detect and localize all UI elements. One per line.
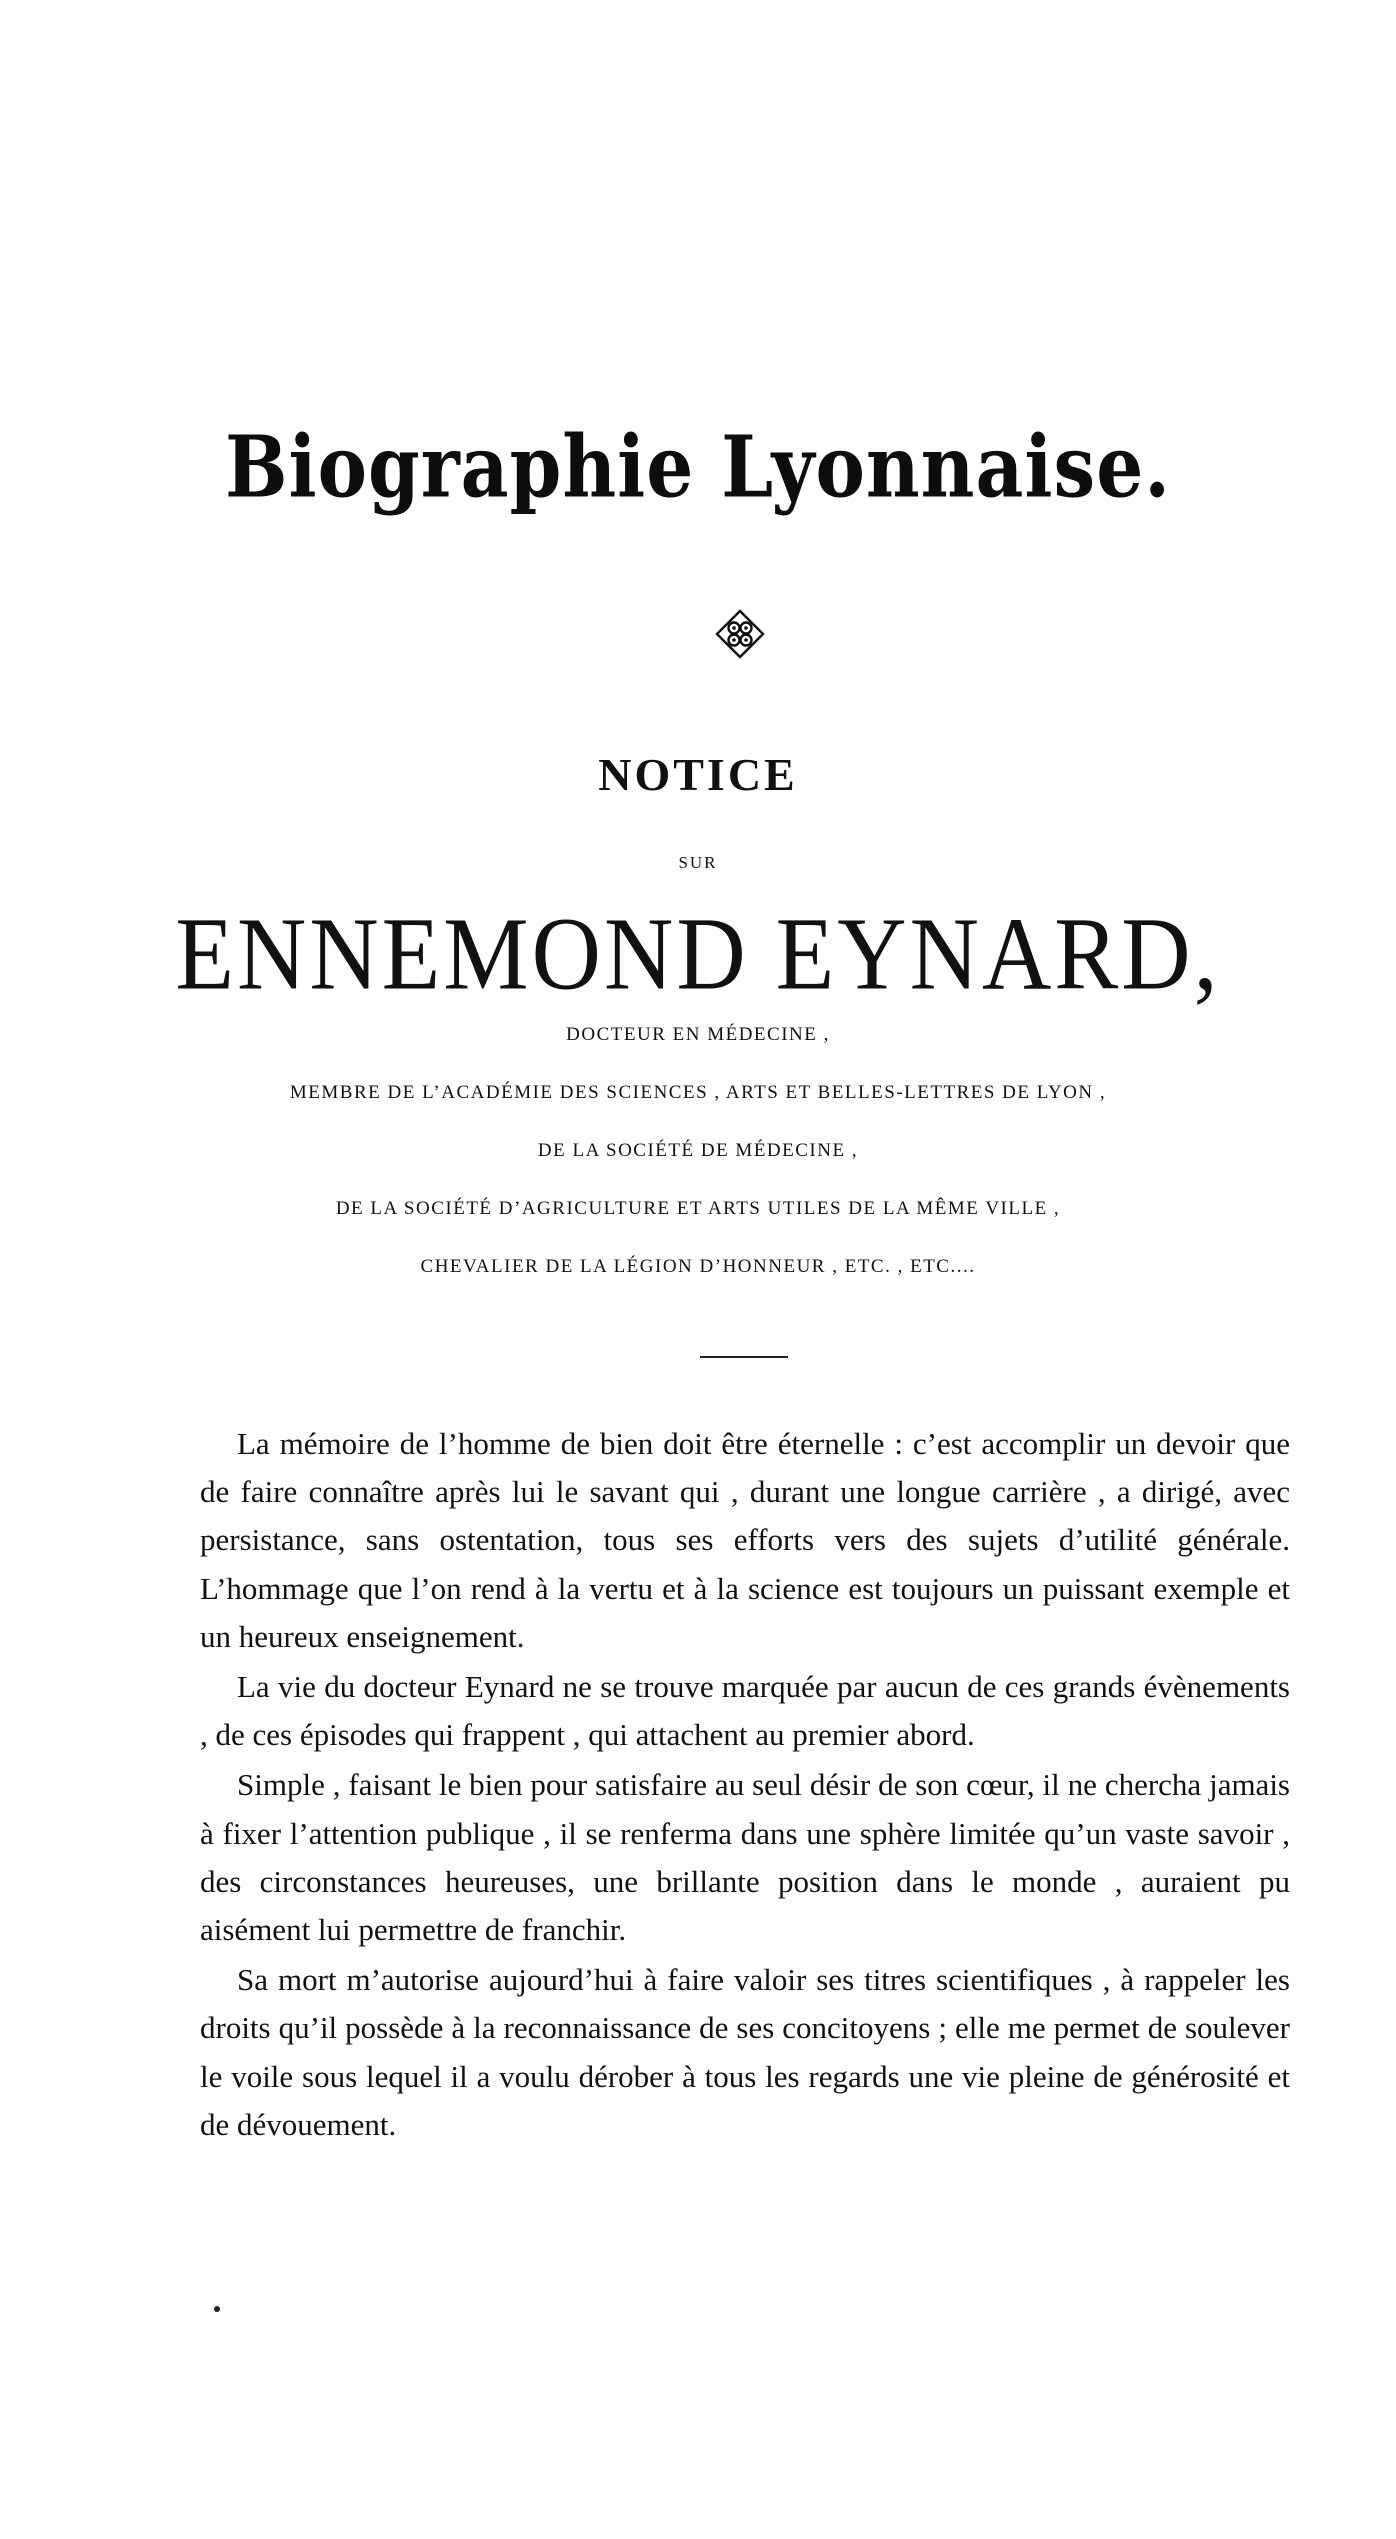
subject-name: ENNEMOND EYNARD, <box>175 895 1221 1012</box>
sur-label: SUR <box>678 853 718 872</box>
title-line: DE LA SOCIÉTÉ D’AGRICULTURE ET ARTS UTILES DE LA MÊME VILLE , <box>335 1198 1061 1219</box>
section-divider <box>700 1356 788 1358</box>
paragraph: Simple , faisant le bien pour satisfaire au seul désir de son cœur, il ne chercha jamais à fixer l’attention publique , il se renferma dans une sphère limitée qu’un vaste savoir , des circonstances heureuses, une brillante position dans le monde , auraient pu aisément lui permettre de franchir. <box>200 1767 1290 1948</box>
body-text <box>200 1420 1290 2149</box>
title-line: MEMBRE DE L’ACADÉMIE DES SCIENCES , ARTS ET BELLES-LETTRES DE LYON , <box>289 1082 1107 1103</box>
paragraph: La vie du docteur Eynard ne se trouve marquée par aucun de ces grands évènements , de ces épisodes qui frappent , qui attachent au premier abord. <box>200 1669 1290 1753</box>
notice-heading: NOTICE <box>598 749 798 800</box>
title-line: DE LA SOCIÉTÉ DE MÉDECINE , <box>537 1140 859 1161</box>
title-line: DOCTEUR EN MÉDECINE , <box>566 1024 830 1045</box>
honorific-titles <box>0 1015 1396 1305</box>
paragraph: Sa mort m’autorise aujourd’hui à faire valoir ses titres scientifiques , à rappeler les droits qu’il possède à la reconnaissance de ses concitoyens ; elle me permet de soulever le voile sous lequel il a voulu dérober à tous les regards une vie pleine de générosité et de dévouement. <box>200 1962 1290 2142</box>
quatrefoil-ornament-icon <box>714 608 766 660</box>
ink-speck <box>214 2306 220 2312</box>
title-line: CHEVALIER DE LA LÉGION D’HONNEUR , ETC. , ETC.... <box>420 1256 976 1277</box>
series-title: Biographie Lyonnaise. <box>224 418 1172 518</box>
paragraph: La mémoire de l’homme de bien doit être éternelle : c’est accomplir un devoir que de faire connaître après lui le savant qui , durant une longue carrière , a dirigé, avec persistance, sans ostentation, tous ses efforts vers des sujets d’utilité générale. L’hommage que l’on rend à la vertu et à la science est toujours un puissant exemple et un heureux enseignement. <box>200 1426 1290 1654</box>
